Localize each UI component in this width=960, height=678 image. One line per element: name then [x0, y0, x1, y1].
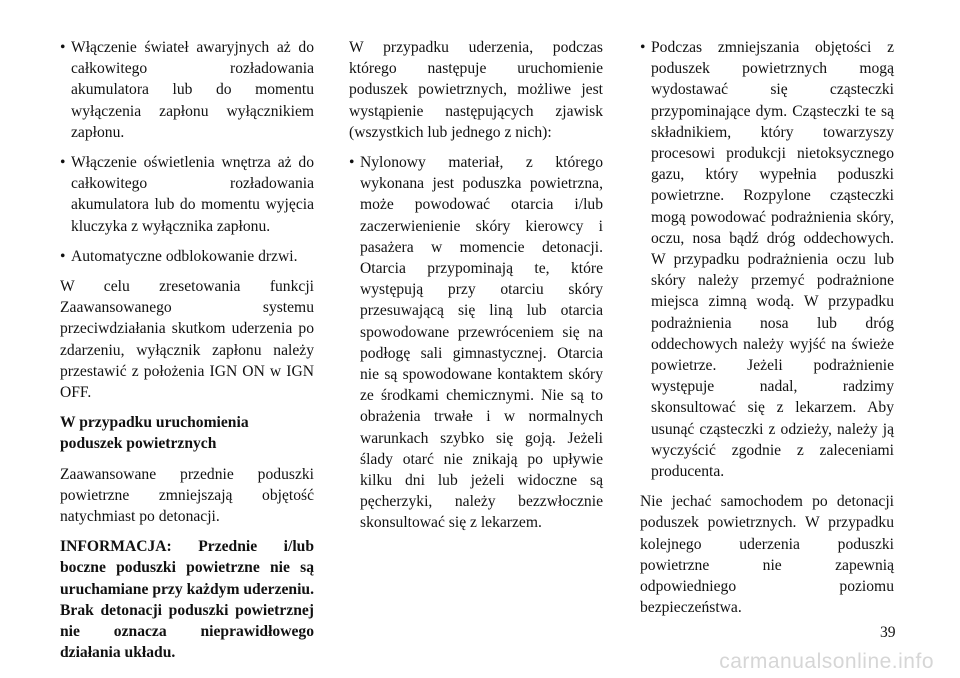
bullet-glyph: •: [60, 154, 66, 172]
watermark: carmanualsonline.info: [719, 650, 934, 673]
section-heading-line-2: poduszek powietrznych: [60, 435, 217, 453]
list-item-text: Podczas zmniejszania objętości z poduszek powietrznych mogą wydostawać się cząsteczki przypominające dym. Cząsteczki te są składnikiem, który towarzyszy procesowi produkcji nietoksycznego gazu, który wypełnia poduszki powietrzne. Rozpylone cząsteczki mogą powodować podrażnienia skóry, oczu, nosa bądź dróg oddechowych. W przypadku podrażnienia oczu lub skóry należy przemyć podrażnione miejsca zimną wodą. W przypadku podrażnienia nosa lub dróg oddechowych należy wyjść na świeże powietrze. Jeżeli podrażnienie występuje nadal, radzimy skonsultować się z lekarzem. Aby usunąć cząsteczki z odzieży, należy ją wyczyścić zgodnie z zaleceniami producenta.: [651, 39, 894, 481]
bullet-glyph: •: [349, 154, 355, 172]
deploy-paragraph: Zaawansowane przednie poduszki powietrzne zmniejszają objętość natychmiast po detonacji.: [60, 465, 314, 526]
list-item: [60, 152, 314, 237]
list-item-text: Automatyczne odblokowanie drzwi.: [71, 247, 298, 265]
list-item: [349, 152, 603, 534]
list-item-text: Nylonowy materiał, z którego wykonana jest poduszka powietrzna, może powodować otarcia i/lub zaczerwienienie skóry kierowcy i pasażera w momencie detonacji. Otarcia przypominają te, które występują przy otarciu skóry przesuwającą się liną lub otarcia spowodowane przewróceniem się na podłogę sali gimnastycznej. Otarcia nie są spowodowane kontaktem skóry ze środkami chemicznymi. Nie są to obrażenia trwałe i w normalnych warunkach szybko się goją. Jeżeli ślady otarć nie znikają po upływie kilku dni lub jeżeli widoczne są pęcherzyki, należy bezzwłocznie skonsultować się z lekarzem.: [360, 154, 603, 532]
hazard-actions-list: [60, 37, 314, 267]
list-item: [60, 246, 314, 267]
list-item-text: Włączenie świateł awaryjnych aż do całkowitego rozładowania akumulatora lub do momentu wyłączenia zapłonu wyłącznikiem zapłonu.: [71, 39, 314, 141]
list-item: [640, 37, 894, 482]
particles-list: [640, 37, 894, 482]
bullet-glyph: •: [60, 247, 66, 265]
page-number: 39: [880, 624, 896, 641]
section-heading: [60, 412, 314, 454]
column-1: [60, 37, 314, 672]
closing-paragraph: Nie jechać samochodem po detonacji poduszek powietrznych. W przypadku kolejnego uderzenia poduszki powietrzne nie zapewnią odpowiedniego poziomu bezpieczeństwa.: [640, 493, 894, 617]
bullet-glyph: •: [640, 39, 646, 56]
column-2: [349, 37, 603, 543]
bullet-glyph: •: [60, 39, 66, 56]
section-heading-line-1: W przypadku uruchomienia: [60, 414, 249, 432]
list-item-text: Włączenie oświetlenia wnętrza aż do całkowitego rozładowania akumulatora lub do momentu wyjęcia kluczyka z wyłącznika zapłonu.: [71, 154, 314, 235]
notice-paragraph: INFORMACJA: Przednie i/lub boczne poduszki powietrzne nie są uruchamiane przy każdym uderzeniu. Brak detonacji poduszki powietrznej nie oznacza nieprawidłowego działania układu.: [60, 538, 314, 662]
intro-paragraph: W przypadku uderzenia, podczas którego następuje uruchomienie poduszek powietrznych, możliwe jest wystąpienie następujących zjawisk (wszystkich lub jednego z nich):: [349, 39, 603, 141]
reset-paragraph: W celu zresetowania funkcji Zaawansowanego systemu przeciwdziałania skutkom uderzenia po zdarzeniu, wyłącznik zapłonu należy przestawić z położenia IGN ON w IGN OFF.: [60, 278, 314, 402]
column-3: [640, 37, 894, 627]
list-item: [60, 37, 314, 143]
effects-list: [349, 152, 603, 534]
